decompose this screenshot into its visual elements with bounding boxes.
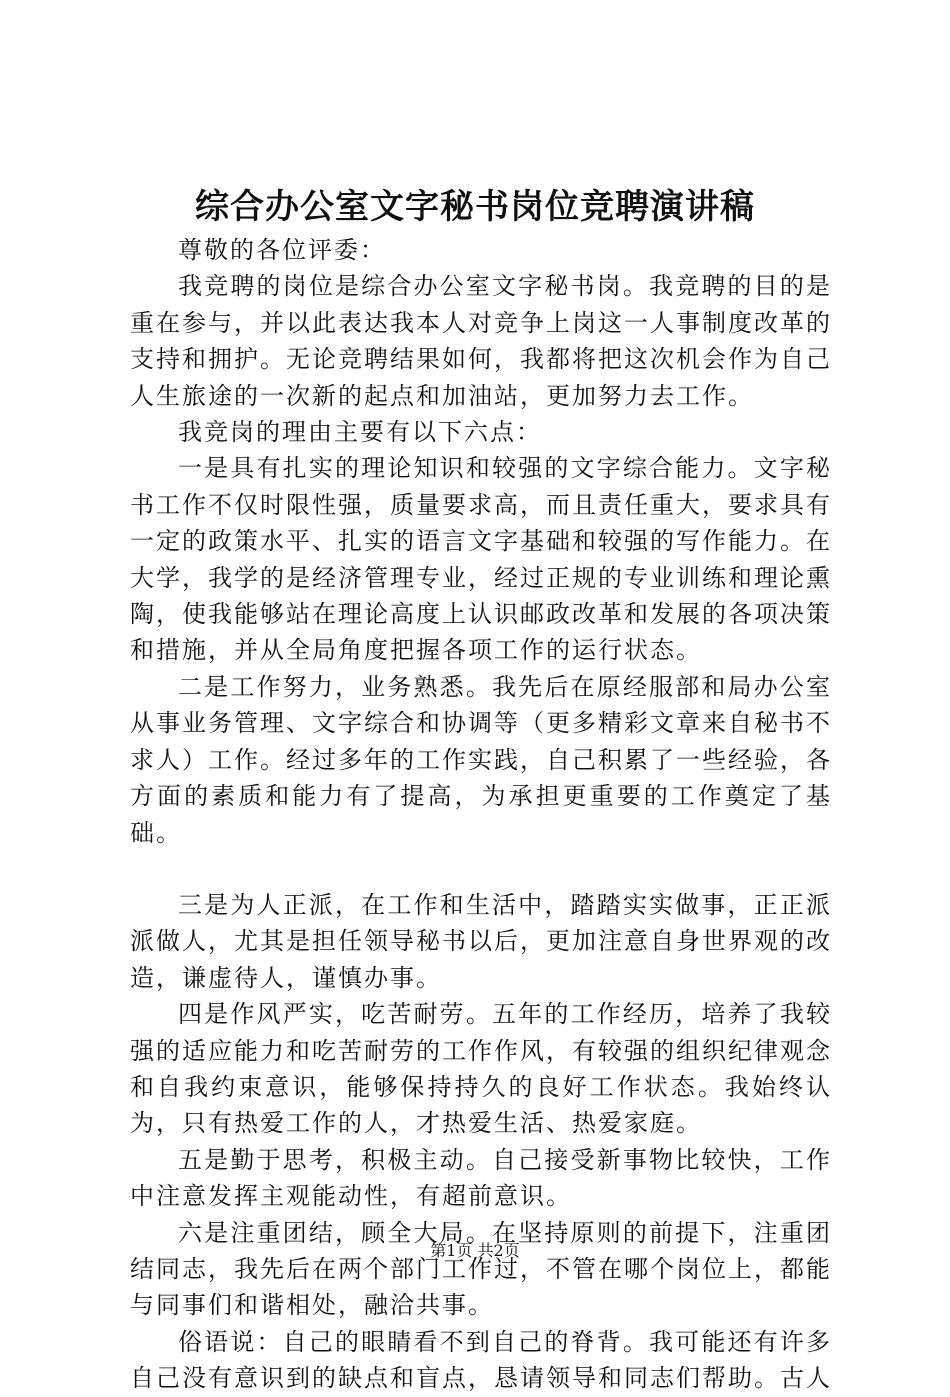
body-paragraph: 五是勤于思考，积极主动。自己接受新事物比较快，工作中注意发挥主观能动性，有超前意识。 [130, 1145, 832, 1211]
body-paragraph: 一是具有扎实的理论知识和较强的文字综合能力。文字秘书工作不仅时限性强，质量要求高，而且责任重大，要求具有一定的政策水平、扎实的语言文字基础和较强的写作能力。在大学，我学的是经济管理专业，经过正规的专业训练和理论熏陶，使我能够站在理论高度上认识邮政改革和发展的各项决策和措施，并从全局角度把握各项工作的运行状态。 [130, 454, 832, 665]
body-paragraph: 二是工作努力，业务熟悉。我先后在原经服部和局办公室从事业务管理、文字综合和协调等（更多精彩文章来自秘书不求人）工作。经过多年的工作实践，自己积累了一些经验，各方面的素质和能力有了提高，为承担更重要的工作奠定了基础。 [130, 672, 832, 847]
document-body [130, 232, 832, 1397]
salutation-paragraph: 尊敬的各位评委： [178, 236, 386, 264]
page-footer: 第1页 共2页 [430, 1241, 520, 1260]
body-paragraph: 俗语说：自己的眼睛看不到自己的脊背。我可能还有许多自己没有意识到的缺点和盲点，恳请领导和同志们帮助。古人 [130, 1327, 832, 1393]
body-paragraph: 六是注重团结，顾全大局。在坚持原则的前提下，注重团结同志，我先后在两个部门工作过，不管在哪个岗位上，都能与同事们和谐相处，融洽共事。 [130, 1218, 832, 1320]
body-paragraph: 三是为人正派，在工作和生活中，踏踏实实做事，正正派派做人，尤其是担任领导秘书以后，更加注意自身世界观的改造，谦虚待人，谨慎办事。 [130, 890, 832, 992]
body-paragraph: 我竞岗的理由主要有以下六点： [178, 418, 542, 447]
document-title: 综合办公室文字秘书岗位竞聘演讲稿 [195, 187, 755, 227]
body-paragraph: 四是作风严实，吃苦耐劳。五年的工作经历，培养了我较强的适应能力和吃苦耐劳的工作作风，有较强的组织纪律观念和自我约束意识，能够保持持久的良好工作状态。我始终认为，只有热爱工作的人，才热爱生活、热爱家庭。 [130, 1000, 832, 1138]
body-paragraph: 我竞聘的岗位是综合办公室文字秘书岗。我竞聘的目的是重在参与，并以此表达我本人对竞争上岗这一人事制度改革的支持和拥护。无论竞聘结果如何，我都将把这次机会作为自己人生旅途的一次新的起点和加油站，更加努力去工作。 [130, 272, 832, 410]
